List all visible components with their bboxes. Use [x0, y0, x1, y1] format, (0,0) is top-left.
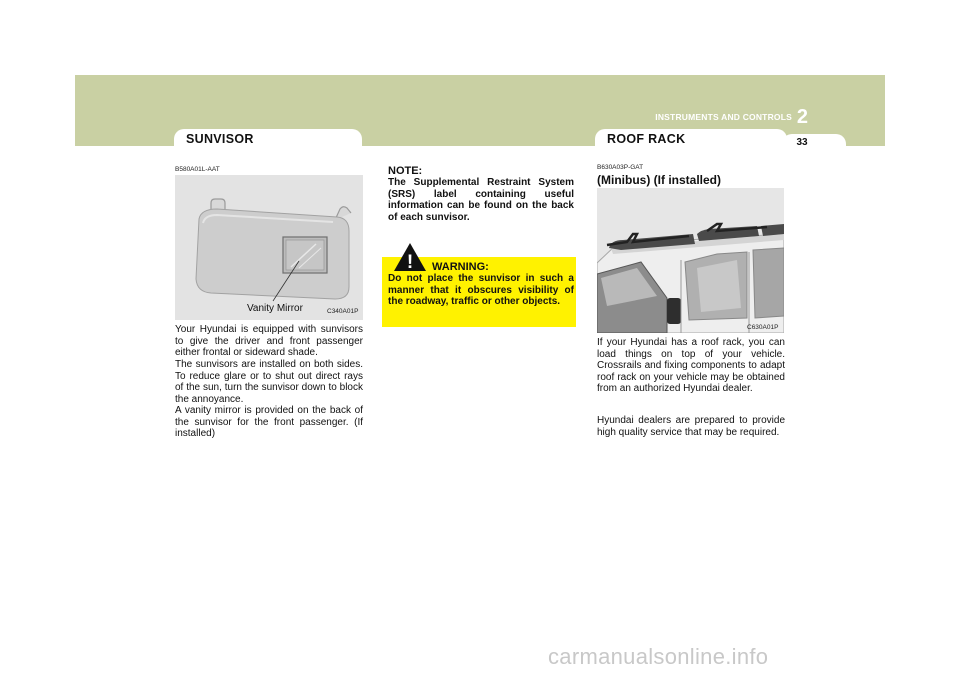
- page-number: 33: [796, 137, 808, 148]
- roof-rack-subtitle: (Minibus) (If installed): [597, 173, 721, 187]
- roof-rack-paragraph-2: Hyundai dealers are prepared to provide high quality service that may be required.: [597, 415, 785, 438]
- roof-rack-code: B630A03P-GAT: [597, 164, 644, 171]
- roof-rack-illustration: [597, 188, 784, 333]
- warning-symbol: !: [406, 252, 414, 272]
- warning-triangle-icon: [393, 242, 427, 272]
- sunvisor-heading: SUNVISOR: [186, 132, 254, 146]
- warning-body: Do not place the sunvisor in such a manner that it obscures visibility of the roadway, traffic or other objects.: [388, 273, 574, 308]
- note-body: The Supplemental Restraint System (SRS) label containing useful information can be found on the back of each sunvisor.: [388, 177, 574, 223]
- roof-rack-figure-code: C630A01P: [747, 324, 779, 331]
- sunvisor-code: B580A01L-AAT: [175, 166, 220, 173]
- roof-rack-heading: ROOF RACK: [607, 132, 686, 146]
- chapter-title: INSTRUMENTS AND CONTROLS: [655, 112, 792, 122]
- sunvisor-heading-tab: [174, 129, 362, 149]
- sunvisor-paragraph-2: The sunvisors are installed on both sides. To reduce glare or to shut out direct rays of the sun, turn the sunvisor down to block the annoyance.: [175, 359, 363, 405]
- note-title: NOTE:: [388, 165, 423, 177]
- chapter-number: 2: [796, 106, 808, 128]
- sunvisor-illustration: [175, 175, 363, 320]
- sunvisor-figure: [175, 175, 363, 320]
- sunvisor-figure-code: C340A01P: [327, 308, 359, 315]
- roof-rack-paragraph-1: If your Hyundai has a roof rack, you can load things on top of your vehicle. Crossrails and fixing components to adapt roof rack on your vehicle may be obtained from an authorized Hyundai dealer.: [597, 337, 785, 395]
- roof-rack-figure: [597, 188, 784, 333]
- watermark: carmanualsonline.info: [548, 644, 769, 669]
- sunvisor-paragraph-3: A vanity mirror is provided on the back of the sunvisor for the front passenger. (If installed): [175, 405, 363, 440]
- warning-title: WARNING:: [432, 261, 489, 273]
- sunvisor-paragraph-1: Your Hyundai is equipped with sunvisors to give the driver and front passenger either frontal or sideward shade.: [175, 324, 363, 359]
- roof-rack-heading-tab: [595, 129, 787, 149]
- vanity-mirror-label: Vanity Mirror: [247, 303, 303, 314]
